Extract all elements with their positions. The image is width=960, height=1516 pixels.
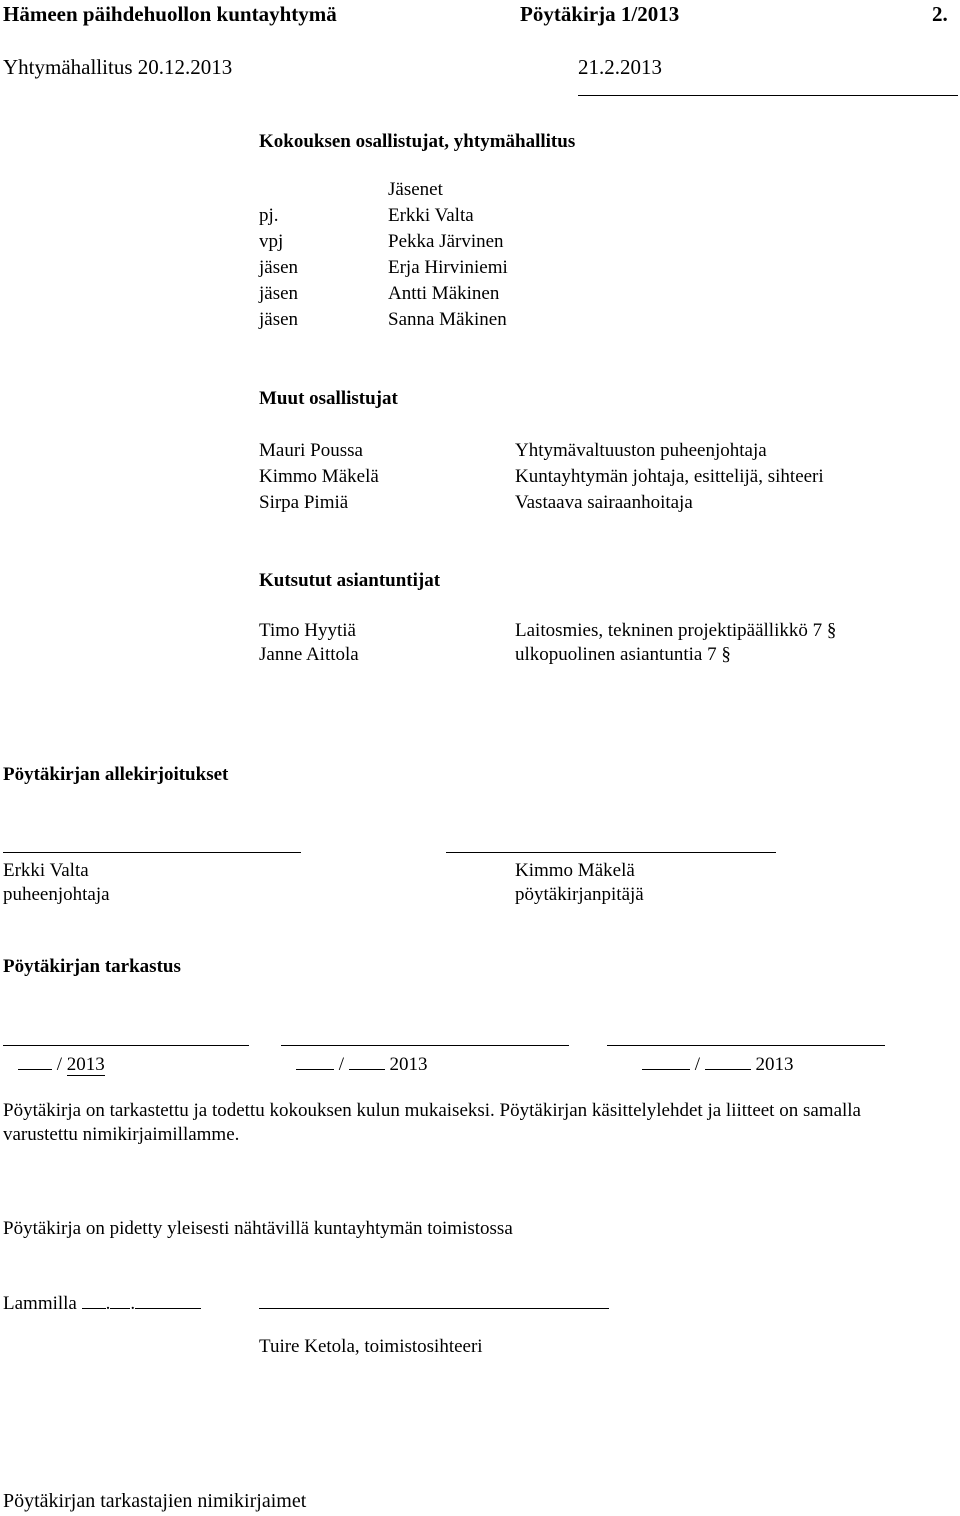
reviewer-signature-line: [607, 1045, 885, 1046]
expert-name: Janne Aittola: [259, 644, 359, 665]
expert-name: Timo Hyytiä: [259, 620, 356, 641]
member-name: Erkki Valta: [388, 205, 474, 226]
expert-title: Laitosmies, tekninen projektipäällikkö 7 §: [515, 620, 837, 641]
member-name: Sanna Mäkinen: [388, 309, 507, 330]
date-year: 2013: [755, 1054, 794, 1075]
secretary-role: pöytäkirjanpitäjä: [515, 884, 644, 905]
review-text-line2: varustettu nimikirjaimillamme.: [3, 1124, 240, 1145]
signature-line-secretary: [446, 852, 776, 853]
date-blank: [349, 1051, 385, 1070]
other-title: Kuntayhtymän johtaja, esittelijä, sihteeri: [515, 466, 824, 487]
member-role: vpj: [259, 231, 284, 252]
review-heading: Pöytäkirjan tarkastus: [3, 956, 181, 977]
notice-place-line: [3, 1290, 201, 1315]
notice-dot: .: [130, 1293, 136, 1314]
header-rule: [578, 95, 958, 96]
date-slash: /: [694, 1054, 701, 1075]
notice-place: Lammilla: [3, 1293, 77, 1314]
secretary-name: Kimmo Mäkelä: [515, 860, 635, 881]
second-date: 21.2.2013: [578, 55, 662, 79]
date-slash: /: [338, 1054, 345, 1075]
reviewer-signature-line: [281, 1045, 569, 1046]
member-name: Antti Mäkinen: [388, 283, 500, 304]
minutes-number: Pöytäkirja 1/2013: [520, 2, 680, 26]
signatures-heading: Pöytäkirjan allekirjoitukset: [3, 764, 229, 785]
signature-line-chair: [3, 852, 301, 853]
date-blank: [642, 1051, 690, 1070]
review-date: [296, 1051, 428, 1076]
day-blank: [82, 1290, 106, 1309]
participants-heading: Kokouksen osallistujat, yhtymähallitus: [259, 131, 576, 152]
member-role: jäsen: [259, 257, 299, 278]
date-blank: [705, 1051, 751, 1070]
date-year: 2013: [66, 1054, 105, 1075]
experts-heading: Kutsutut asiantuntijat: [259, 570, 441, 591]
member-role: pj.: [259, 205, 279, 226]
chair-role: puheenjohtaja: [3, 884, 110, 905]
board-date: Yhtymähallitus 20.12.2013: [3, 55, 233, 79]
notice-signature-line: [259, 1308, 609, 1309]
other-title: Yhtymävaltuuston puheenjohtaja: [515, 440, 767, 461]
notice-signer: Tuire Ketola, toimistosihteeri: [259, 1336, 483, 1357]
other-name: Sirpa Pimiä: [259, 492, 349, 513]
organization-name: Hämeen päihdehuollon kuntayhtymä: [3, 2, 337, 26]
member-name: Pekka Järvinen: [388, 231, 504, 252]
members-label: Jäsenet: [388, 179, 443, 200]
reviewer-signature-line: [3, 1045, 249, 1046]
page-number: 2.: [932, 2, 948, 26]
month-blank: [110, 1290, 130, 1309]
member-role: jäsen: [259, 283, 299, 304]
notice-text: Pöytäkirja on pidetty yleisesti nähtävillä kuntayhtymän toimistossa: [3, 1218, 513, 1239]
notice-dot: .: [105, 1293, 111, 1314]
expert-title: ulkopuolinen asiantuntia 7 §: [515, 644, 731, 665]
year-blank: [135, 1290, 201, 1309]
date-blank: [18, 1051, 52, 1070]
date-blank: [296, 1051, 334, 1070]
member-name: Erja Hirviniemi: [388, 257, 508, 278]
footer-initials-label: Pöytäkirjan tarkastajien nimikirjaimet: [3, 1490, 307, 1512]
other-title: Vastaava sairaanhoitaja: [515, 492, 693, 513]
review-date: [18, 1051, 105, 1076]
member-role: jäsen: [259, 309, 299, 330]
review-text-line1: Pöytäkirja on tarkastettu ja todettu kokouksen kulun mukaiseksi. Pöytäkirjan käsittelylehdet ja liitteet on samalla: [3, 1100, 861, 1121]
chair-name: Erkki Valta: [3, 860, 89, 881]
others-heading: Muut osallistujat: [259, 388, 398, 409]
other-name: Mauri Poussa: [259, 440, 363, 461]
date-slash: /: [56, 1054, 63, 1075]
other-name: Kimmo Mäkelä: [259, 466, 379, 487]
review-date: [642, 1051, 794, 1076]
date-year: 2013: [389, 1054, 428, 1075]
